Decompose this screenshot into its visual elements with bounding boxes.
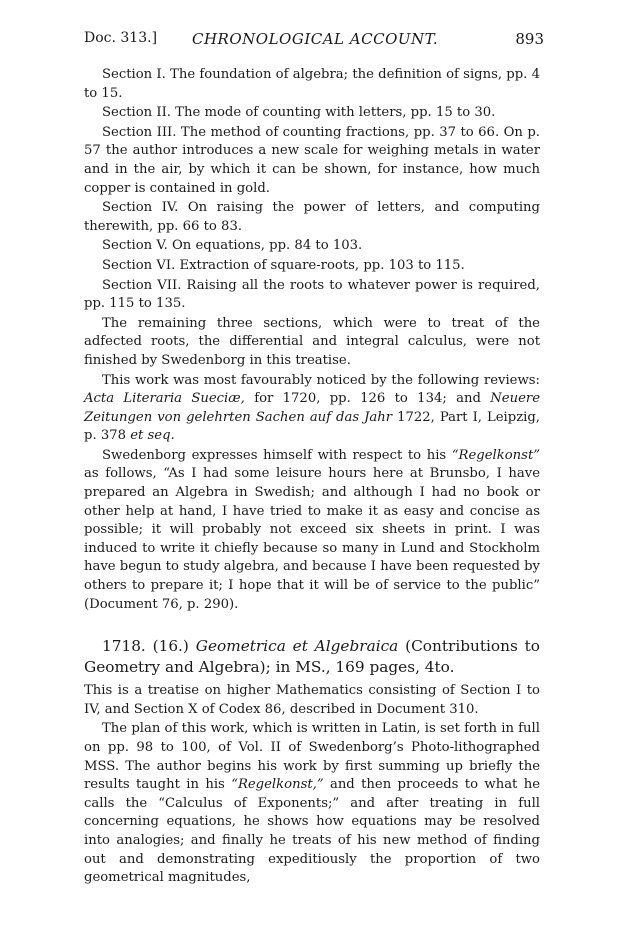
plan-paragraph xyxy=(84,720,540,887)
reviews-mid: for 1720, pp. 126 to 134; and xyxy=(254,391,481,407)
entry-date: 1718. (16.) xyxy=(102,637,189,656)
journal-title: Acta Literaria Sueciæ, xyxy=(84,391,245,407)
section-entry: Section IV. On raising the power of letters, and computing therewith, pp. 66 to 83. xyxy=(84,200,540,234)
quote-text: as follows, “As I had some leisure hours here at Brunsbo, I have prepared an Algebra in Swedish; and although I had no book or other help at hand, I have tried to make it as easy and concise as possible; it will probably not exceed six sheets in print. I was induced to write it chiefly because so many in Lund and Stockholm have begun to study algebra, and because I have been requested by others to prepare it; I hope that it will be of service to the public” (Document 76, p. 290). xyxy=(84,466,540,612)
plan-text: The plan of this work, which is written in Latin, is set forth in full on pp. 98 to 100, of Vol. II of Swedenborg’s Photo-lithographed MSS. The author begins his work by first summing up briefly the results taught in his xyxy=(84,721,540,793)
reviews-lead: This work was most favourably noticed by the following reviews: xyxy=(102,372,540,388)
section-entry: Section VII. Raising all the roots to whatever power is required, pp. 115 to 135. xyxy=(84,277,540,312)
doc-reference: Doc. 313.] xyxy=(84,30,158,46)
section-entry: Section V. On equations, pp. 84 to 103. xyxy=(102,238,363,254)
section-entry: Section II. The mode of counting with letters, pp. 15 to 30. xyxy=(102,105,496,121)
reviews-tail: 1722, Part I, Leipzig, p. 378 xyxy=(84,409,540,444)
reviews-paragraph xyxy=(84,372,540,446)
entry-heading xyxy=(84,636,540,678)
entry-description: (Contributions to Geometry and Algebra); in MS., 169 pages, 4to. xyxy=(84,637,540,677)
journal-title: Neuere Zeitungen von gelehrten Sachen auf das Jahr xyxy=(84,391,540,425)
section-entry: Section VI. Extraction of square-roots, pp. 103 to 115. xyxy=(102,257,465,273)
running-header xyxy=(84,30,544,52)
treatise-paragraph: This is a treatise on higher Mathematics consisting of Section I to IV, and Section X of Codex 86, described in Document 310. xyxy=(84,683,540,717)
work-title: “Regelkonst,” xyxy=(231,777,324,793)
et-seq: et seq. xyxy=(130,428,175,444)
section-entry: Section III. The method of counting fractions, pp. 37 to 66. On p. 57 the author introduces a new scale for weighing metals in water and in the air, by which it can be shown, for instance, how much copper is contained in gold. xyxy=(84,124,540,196)
quote-lead: Swedenborg expresses himself with respect to his xyxy=(102,447,447,463)
page-number: 893 xyxy=(515,30,544,48)
page-body xyxy=(84,66,540,888)
remaining-sections-paragraph: The remaining three sections, which were to treat of the adfected roots, the differential and integral calculus, were not finished by Swedenborg in this treatise. xyxy=(84,315,540,368)
plan-text-continued: and then proceeds to what he calls the “Calculus of Exponents;” and after treating in full concerning equations, he shows how equations may be resolved into analogies; and finally he treats of his new method of finding out and demonstrating expeditiously the proportion of two geometrical magnitudes, xyxy=(84,777,541,886)
section-entry: Section I. The foundation of algebra; the definition of signs, pp. 4 to 15. xyxy=(84,67,540,101)
quote-paragraph xyxy=(84,447,540,614)
entry-title: Geometrica et Algebraica xyxy=(195,637,399,656)
running-title: CHRONOLOGICAL ACCOUNT. xyxy=(192,30,439,48)
work-title: “Regelkonst” xyxy=(451,447,540,463)
